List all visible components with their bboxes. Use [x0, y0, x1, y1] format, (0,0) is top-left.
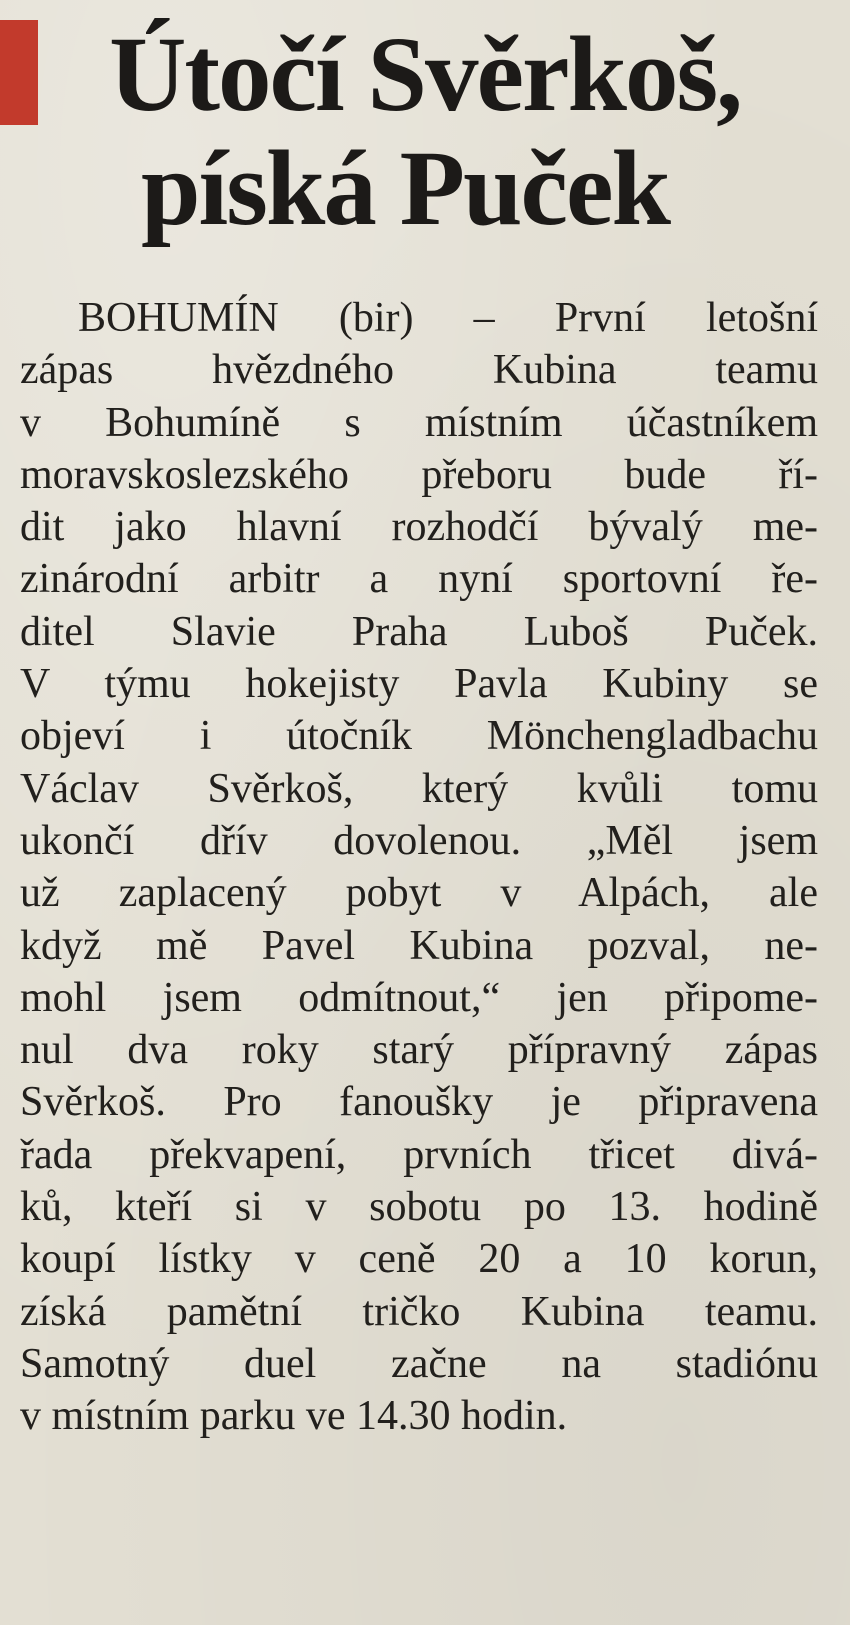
article-line: Václav Svěrkoš, který kvůli tomu — [20, 765, 818, 812]
article-line: v místním parku ve 14.30 hodin. — [20, 1393, 568, 1440]
article-line: Samotný duel začne na stadiónu — [20, 1340, 818, 1387]
article-line: dit jako hlavní rozhodčí bývalý me- — [20, 504, 818, 551]
article-line: už zaplacený pobyt v Alpách, ale — [20, 870, 818, 917]
article-line: mohl jsem odmítnout,“ jen připome- — [20, 974, 818, 1021]
article-line: řada překvapení, prvních třicet divá- — [20, 1131, 818, 1178]
article-line: v Bohumíně s místním účastníkem — [20, 399, 818, 446]
article-line: zinárodní arbitr a nyní sportovní ře- — [20, 556, 818, 603]
article-line: ditel Slavie Praha Luboš Puček. — [20, 608, 818, 655]
article-line: V týmu hokejisty Pavla Kubiny se — [20, 661, 818, 708]
article-line: nul dva roky starý přípravný zápas — [20, 1027, 818, 1074]
article-line: objeví i útočník Mönchengladbachu — [20, 713, 818, 760]
article-line: ků, kteří si v sobotu po 13. hodině — [20, 1184, 818, 1231]
headline — [0, 18, 850, 246]
headline-line-2: píská Puček — [141, 130, 669, 248]
article-body — [20, 292, 818, 1443]
article-line: Svěrkoš. Pro fanoušky je připravena — [20, 1079, 818, 1126]
headline-line-1: Útočí Svěrkoš, — [109, 16, 741, 134]
article-line: BOHUMÍN (bir) – První letošní — [78, 295, 818, 341]
article-line: koupí lístky v ceně 20 a 10 korun, — [20, 1236, 818, 1283]
article-line: moravskoslezského přeboru bude ří- — [20, 451, 818, 498]
article-line: získá pamětní tričko Kubina teamu. — [20, 1288, 818, 1335]
article-line: když mě Pavel Kubina pozval, ne- — [20, 922, 818, 969]
article-line: ukončí dřív dovolenou. „Měl jsem — [20, 817, 818, 864]
article-line: zápas hvězdného Kubina teamu — [20, 347, 818, 394]
